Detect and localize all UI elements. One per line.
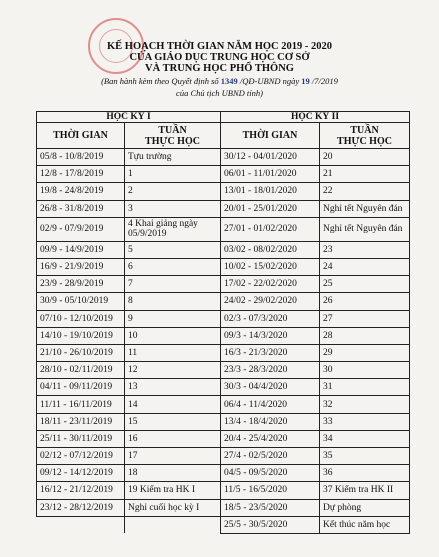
hk2-time-cell: 27/4 - 02/5/2020 [221,448,320,465]
hk2-week-cell: Kết thúc năm học [320,516,410,533]
document-subtitle-1: CỦA GIÁO DỤC TRUNG HỌC CƠ SỞ [129,52,310,63]
hk1-week-cell: 4 Khai giảng ngày 05/9/2019 [125,217,221,241]
table-row [37,413,410,430]
table-row [37,200,410,217]
hk2-time-cell: 06/01 - 11/01/2020 [221,166,320,183]
hk2-time-cell: 04/5 - 09/5/2020 [221,465,320,482]
hk1-week-cell: 3 [125,200,221,217]
hk2-time-cell: 30/3 - 04/4/2020 [221,379,320,396]
hk1-week-cell: 14 [125,396,221,413]
table-row [37,327,410,344]
hk1-time-cell: 05/8 - 10/8/2019 [37,149,125,166]
table-row [37,499,410,516]
hk2-week-cell: 24 [320,258,410,275]
table-row [37,149,410,166]
hk2-week-cell: 21 [320,166,410,183]
hk1-time-cell: 25/11 - 30/11/2019 [37,430,125,447]
hk2-week-cell: 23 [320,241,410,258]
hk1-week-cell: Tựu trường [125,149,221,166]
semester-1-header: HỌC KỲ I [37,112,221,123]
hk1-week-cell: Nghỉ cuối học kỳ I [125,499,221,516]
hk1-week-cell: 9 [125,310,221,327]
hk2-week-cell: Nghỉ tết Nguyên đán [320,200,410,217]
table-row [37,293,410,310]
hk2-time-cell: 09/3 - 14/3/2020 [221,327,320,344]
hk2-week-cell: 27 [320,310,410,327]
hk2-time-cell: 30/12 - 04/01/2020 [221,149,320,166]
hk1-time-cell: 21/10 - 26/10/2019 [37,344,125,361]
hk1-time-cell: 02/9 - 07/9/2019 [37,217,125,241]
hk2-time-cell: 13/01 - 18/01/2020 [221,183,320,200]
hk2-time-cell: 13/4 - 18/4/2020 [221,413,320,430]
hk2-time-cell: 03/02 - 08/02/2020 [221,241,320,258]
hk1-week-cell: 2 [125,183,221,200]
hk2-week-cell: 33 [320,413,410,430]
table-row [37,258,410,275]
hk2-week-cell: 20 [320,149,410,166]
note-text-a: (Ban hành kèm theo Quyết định số [101,76,221,86]
table-row [37,482,410,499]
hk1-time-cell: 07/10 - 12/10/2019 [37,310,125,327]
note-text-c: /7/2019 [309,76,338,86]
hk1-time-cell [37,516,125,533]
decision-day: 19 [301,76,310,86]
note-line-2: của Chủ tịch UBND tỉnh) [176,88,263,98]
col-header-week-1 [125,123,221,149]
hk2-time-cell: 23/3 - 28/3/2020 [221,362,320,379]
table-row [37,344,410,361]
hk1-week-cell: 12 [125,362,221,379]
hk2-time-cell: 17/02 - 22/02/2020 [221,276,320,293]
semester-header-row [37,112,410,123]
table-row [37,276,410,293]
hk2-week-cell: 37 Kiểm tra HK II [320,482,410,499]
table-row [37,516,410,533]
hk2-time-cell: 02/3 - 07/3/2020 [221,310,320,327]
week-header-line-2: THỰC HỌC [337,135,392,147]
hk1-time-cell: 09/9 - 14/9/2019 [37,241,125,258]
hk1-time-cell: 02/12 - 07/12/2019 [37,448,125,465]
hk2-time-cell: 25/5 - 30/5/2020 [221,516,320,533]
note-text-b: /QĐ-UBND ngày [237,76,302,86]
hk2-week-cell: 22 [320,183,410,200]
table-row [37,310,410,327]
hk1-week-cell: 17 [125,448,221,465]
hk1-time-cell: 19/8 - 24/8/2019 [37,183,125,200]
hk2-time-cell: 16/3 - 21/3/2020 [221,344,320,361]
table-row [37,183,410,200]
hk2-week-cell: 25 [320,276,410,293]
table-row [37,430,410,447]
hk1-time-cell: 09/12 - 14/12/2019 [37,465,125,482]
hk2-time-cell: 24/02 - 29/02/2020 [221,293,320,310]
hk1-time-cell: 23/9 - 28/9/2019 [37,276,125,293]
hk1-time-cell: 28/10 - 02/11/2019 [37,362,125,379]
hk2-time-cell: 10/02 - 15/02/2020 [221,258,320,275]
hk1-week-cell: 19 Kiểm tra HK I [125,482,221,499]
week-header-line-1: TUẦN [350,124,379,136]
column-header-row [37,123,410,149]
table-row [37,465,410,482]
hk2-week-cell: Dự phòng [320,499,410,516]
hk2-week-cell: 26 [320,293,410,310]
hk1-week-cell: 10 [125,327,221,344]
semester-2-header: HỌC KỲ II [221,112,410,123]
table-row [37,448,410,465]
hk1-time-cell: 11/11 - 16/11/2019 [37,396,125,413]
hk1-time-cell: 16/9 - 21/9/2019 [37,258,125,275]
hk2-week-cell: 34 [320,430,410,447]
hk1-time-cell: 04/11 - 09/11/2019 [37,379,125,396]
table-row [37,362,410,379]
hk1-week-cell: 16 [125,430,221,447]
hk1-time-cell: 23/12 - 28/12/2019 [37,499,125,516]
hk2-week-cell: 35 [320,448,410,465]
col-header-time-1: THỜI GIAN [37,123,125,149]
hk1-time-cell: 12/8 - 17/8/2019 [37,166,125,183]
hk2-week-cell: 30 [320,362,410,379]
decision-number: 1349 [220,76,238,86]
table-row [37,217,410,241]
hk2-time-cell: 11/5 - 16/5/2020 [221,482,320,499]
schedule-table [36,111,410,534]
document-title: KẾ HOẠCH THỜI GIAN NĂM HỌC 2019 - 2020 [107,41,332,52]
hk1-time-cell: 16/12 - 21/12/2019 [37,482,125,499]
hk1-time-cell: 26/8 - 31/8/2019 [37,200,125,217]
week-header-line-1: TUẦN [158,124,187,136]
hk2-time-cell: 20/01 - 25/01/2020 [221,200,320,217]
document-subtitle-2: VÀ TRUNG HỌC PHỔ THÔNG [145,63,294,74]
hk1-time-cell: 18/11 - 23/11/2019 [37,413,125,430]
hk1-week-cell: 15 [125,413,221,430]
hk2-week-cell: 32 [320,396,410,413]
hk2-week-cell: 36 [320,465,410,482]
col-header-time-2: THỜI GIAN [221,123,320,149]
hk2-week-cell: 28 [320,327,410,344]
table-row [37,379,410,396]
hk1-week-cell: 7 [125,276,221,293]
hk2-week-cell: 31 [320,379,410,396]
hk2-time-cell: 18/5 - 23/5/2020 [221,499,320,516]
hk1-week-cell: 6 [125,258,221,275]
hk2-time-cell: 20/4 - 25/4/2020 [221,430,320,447]
hk2-week-cell: Nghỉ tết Nguyên đán [320,217,410,241]
hk1-week-cell: 13 [125,379,221,396]
table-row [37,396,410,413]
table-row [37,166,410,183]
hk1-week-cell: 1 [125,166,221,183]
hk1-week-cell [125,516,221,533]
week-header-line-2: THỰC HỌC [145,135,200,147]
hk1-week-cell: 5 [125,241,221,258]
hk1-week-cell: 8 [125,293,221,310]
hk1-time-cell: 30/9 - 05/10/2019 [37,293,125,310]
hk1-week-cell: 18 [125,465,221,482]
decision-note [0,75,439,99]
col-header-week-2 [320,123,410,149]
hk1-week-cell: 11 [125,344,221,361]
hk2-time-cell: 27/01 - 01/02/2020 [221,217,320,241]
hk2-time-cell: 06/4 - 11/4/2020 [221,396,320,413]
table-row [37,241,410,258]
hk2-week-cell: 29 [320,344,410,361]
hk1-time-cell: 14/10 - 19/10/2019 [37,327,125,344]
